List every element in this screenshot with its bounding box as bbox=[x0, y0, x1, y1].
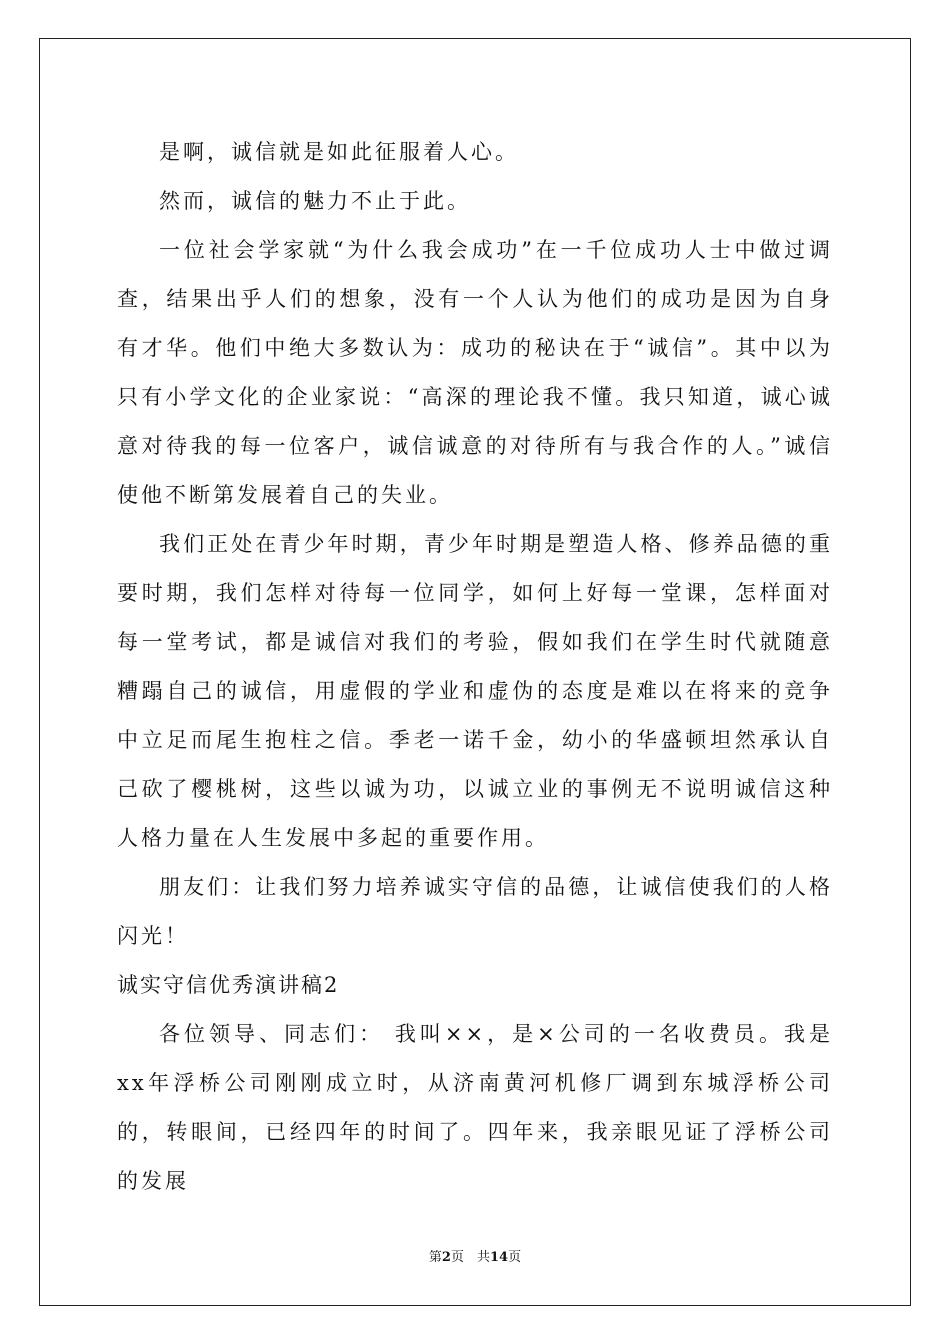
page-footer bbox=[0, 1246, 950, 1265]
paragraph-2: 然而，诚信的魅力不止于此。 bbox=[159, 189, 471, 213]
paragraph-3: 一位社会学家就“为什么我会成功”在一千位成功人士中做过调查，结果出乎人们的想象，没有一个人认为他们的成功是因为自身有才华。他们中绝大多数认为：成功的秘诀在于“诚信”。其中以为只有小学文化的企业家说：“高深的理论我不懂。我只知道，诚心诚意对待我的每一位客户，诚信诚意的对待所有与我合作的人。”诚信使他不断第发展着自己的失业。 bbox=[117, 238, 833, 507]
footer-mid: 页 共 bbox=[450, 1250, 490, 1265]
footer-prefix: 第 bbox=[428, 1250, 442, 1265]
document-body bbox=[117, 128, 833, 1206]
paragraph-5: 朋友们：让我们努力培养诚实守信的品德，让诚信使我们的人格闪光！ bbox=[117, 875, 833, 948]
paragraph-1: 是啊，诚信就是如此征服着人心。 bbox=[159, 140, 519, 164]
section-paragraph: 各位领导、同志们： 我叫××，是×公司的一名收费员。我是xx年浮桥公司刚刚成立时，从济南黄河机修厂调到东城浮桥公司的，转眼间，已经四年的时间了。四年来，我亲眼见证了浮桥公司的发展 bbox=[117, 1022, 833, 1193]
footer-total-pages: 14 bbox=[489, 1250, 509, 1265]
section-title: 诚实守信优秀演讲稿2 bbox=[117, 973, 340, 997]
footer-suffix: 页 bbox=[508, 1250, 522, 1265]
paragraph-4: 我们正处在青少年时期，青少年时期是塑造人格、修养品德的重要时期，我们怎样对待每一位同学，如何上好每一堂课，怎样面对每一堂考试，都是诚信对我们的考验，假如我们在学生时代就随意糟蹋自己的诚信，用虚假的学业和虚伪的态度是难以在将来的竞争中立足而尾生抱柱之信。季老一诺千金，幼小的华盛顿坦然承认自己砍了樱桃树，这些以诚为功，以诚立业的事例无不说明诚信这种人格力量在人生发展中多起的重要作用。 bbox=[117, 532, 833, 850]
footer-page-number: 2 bbox=[441, 1250, 451, 1265]
